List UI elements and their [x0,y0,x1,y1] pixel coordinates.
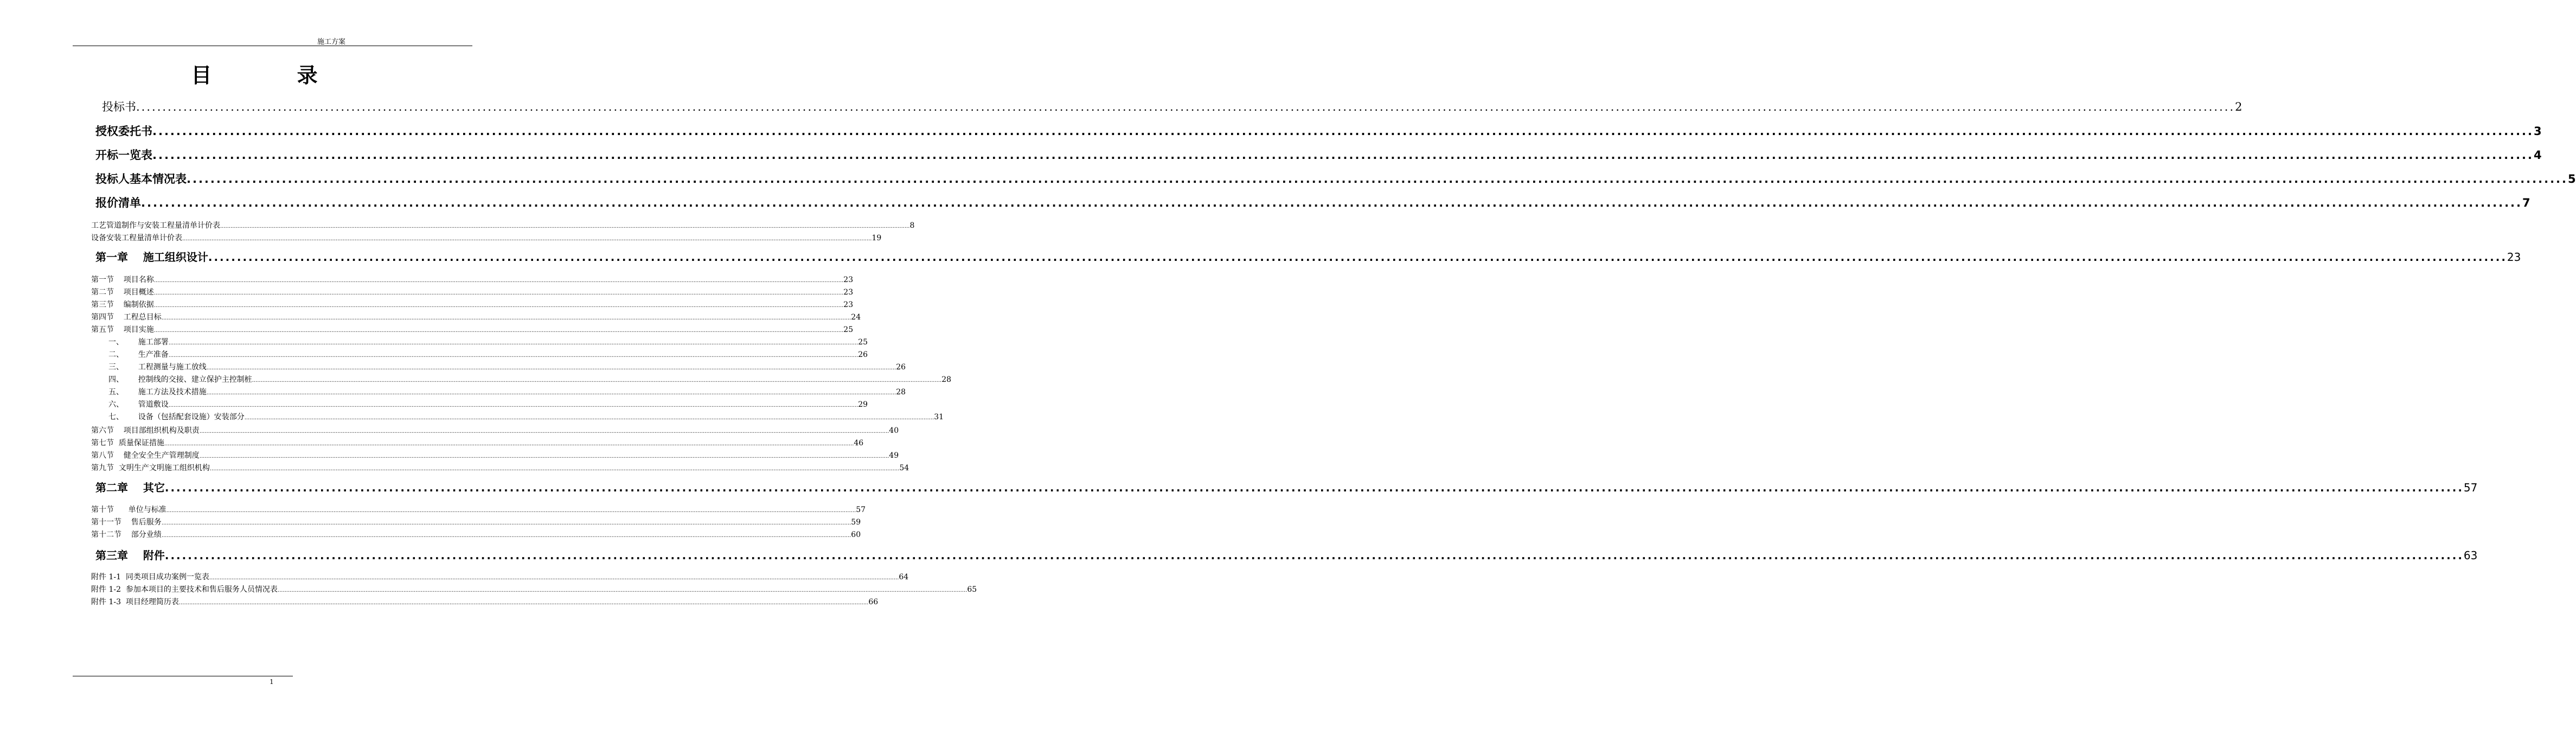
toc-entry[interactable] [95,123,2542,139]
toc-entry[interactable] [91,571,909,582]
running-header: 施工方案 [317,38,346,46]
toc-entry-page: 26 [896,363,906,372]
toc-entry[interactable] [91,220,915,231]
toc-entry[interactable] [95,547,2478,563]
toc-entry-label: 第十二节 部分业绩 [91,530,162,539]
toc-entry[interactable] [95,170,2576,187]
toc-entry-label: 第十一节 售后服务 [91,518,162,527]
dot-leader: ................................................................................................................................................................................................................................................................................................................................................................................................................ [206,365,896,371]
toc-entry-label: 附件 1-2 参加本项目的主要技术和售后服务人员情况表 [91,585,278,594]
toc-entry-label: 投标书 [102,100,136,113]
toc-entry-label: 报价清单 [95,196,141,209]
dot-leader: ................................................................................................................................................................................................................................................................................................................................................................................................................ [182,236,872,242]
toc-entry[interactable] [91,286,854,297]
toc-entry-page: 57 [2463,481,2478,494]
toc-entry-page: 40 [889,426,899,435]
toc-entry[interactable] [102,98,2242,114]
dot-leader: ................................................................................................................................................................................................................................................................................................................................................................................................................ [187,172,2568,186]
toc-entry-label: 第十节 单位与标准 [91,506,166,514]
toc-entry-label: 六、 管道敷设 [108,400,169,409]
toc-entry-page: 64 [899,573,909,581]
toc-entry[interactable] [91,504,866,515]
toc-entry-label: 第二章 其它 [95,481,165,494]
dot-leader: ................................................................................................................................................................................................................................................................................................................................................................................................................ [220,223,910,229]
toc-title: 目 录 [191,63,357,87]
dot-leader: ................................................................................................................................................................................................................................................................................................................................................................................................................ [252,378,942,383]
toc-entry[interactable] [91,596,879,607]
dot-leader: ................................................................................................................................................................................................................................................................................................................................................................................................................ [152,149,2534,162]
toc-entry-page: 60 [851,530,861,539]
dot-leader: ................................................................................................................................................................................................................................................................................................................................................................................................................ [209,466,900,472]
toc-entry[interactable] [91,274,854,285]
dot-leader: ................................................................................................................................................................................................................................................................................................................................................................................................................ [153,290,844,296]
toc-entry-label: 第三章 附件 [95,549,165,562]
toc-entry[interactable] [95,146,2542,163]
dot-leader: ................................................................................................................................................................................................................................................................................................................................................................................................................ [164,549,2464,562]
toc-entry[interactable] [108,374,952,385]
toc-entry-label: 工艺管道制作与安装工程量清单计价表 [91,221,220,230]
toc-entry-page: 23 [843,276,854,284]
toc-entry-label: 开标一览表 [95,149,152,162]
toc-entry-page: 19 [872,234,882,242]
toc-entry-page: 23 [2507,251,2521,264]
toc-entry-page: 23 [843,300,854,309]
toc-entry[interactable] [108,361,906,372]
dot-leader: ................................................................................................................................................................................................................................................................................................................................................................................................................ [153,328,844,334]
toc-entry-page: 29 [858,400,868,409]
toc-entry[interactable] [91,299,854,310]
toc-entry[interactable] [91,324,854,335]
dot-leader: ................................................................................................................................................................................................................................................................................................................................................................................................................ [164,441,854,447]
toc-entry[interactable] [108,411,944,422]
toc-entry-label: 第四节 工程总目标 [91,313,162,322]
toc-entry-page: 8 [909,221,915,230]
toc-entry-label: 附件 1-3 项目经理简历表 [91,598,179,606]
toc-entry[interactable] [95,194,2530,210]
toc-entry[interactable] [95,479,2478,495]
dot-leader: ................................................................................................................................................................................................................................................................................................................................................................................................................ [136,100,2235,113]
dot-leader: ................................................................................................................................................................................................................................................................................................................................................................................................................ [199,429,889,434]
dot-leader: ................................................................................................................................................................................................................................................................................................................................................................................................................ [199,453,889,459]
dot-leader: ................................................................................................................................................................................................................................................................................................................................................................................................................ [141,196,2523,209]
toc-entry-label: 第七节 质量保证措施 [91,439,164,447]
toc-entry-page: 54 [899,464,909,472]
toc-entry[interactable] [108,386,906,397]
page-number: 1 [270,678,274,686]
toc-entry-page: 66 [868,598,879,606]
dot-leader: ................................................................................................................................................................................................................................................................................................................................................................................................................ [208,251,2507,264]
toc-entry-page: 46 [854,439,864,447]
toc-entry[interactable] [108,399,868,410]
dot-leader: ................................................................................................................................................................................................................................................................................................................................................................................................................ [277,587,967,593]
toc-entry-page: 24 [851,313,861,322]
toc-entry[interactable] [91,425,899,436]
toc-entry-page: 25 [843,325,854,334]
dot-leader: ................................................................................................................................................................................................................................................................................................................................................................................................................ [164,481,2464,494]
toc-entry-page: 28 [941,375,952,384]
toc-entry-label: 三、 工程测量与施工放线 [108,363,207,372]
toc-entry-page: 59 [851,518,861,527]
toc-entry[interactable] [95,248,2521,265]
toc-entry-page: 5 [2568,172,2576,186]
toc-entry-label: 第六节 项目部组织机构及职责 [91,426,200,435]
dot-leader: ................................................................................................................................................................................................................................................................................................................................................................................................................ [168,353,858,359]
toc-entry-label: 第三节 编制依据 [91,300,154,309]
toc-entry-label: 二、 生产准备 [108,350,169,359]
dot-leader: ................................................................................................................................................................................................................................................................................................................................................................................................................ [206,390,896,396]
toc-entry[interactable] [91,516,861,527]
toc-entry-label: 附件 1-1 同类项目成功案例一览表 [91,573,209,581]
dot-leader: ................................................................................................................................................................................................................................................................................................................................................................................................................ [161,533,851,539]
dot-leader: ................................................................................................................................................................................................................................................................................................................................................................................................................ [244,415,934,421]
dot-leader: ................................................................................................................................................................................................................................................................................................................................................................................................................ [209,575,899,581]
dot-leader: ................................................................................................................................................................................................................................................................................................................................................................................................................ [161,315,851,321]
toc-entry-page: 28 [896,388,906,397]
toc-entry-label: 第九节 文明生产文明施工组织机构 [91,464,210,472]
toc-entry-page: 7 [2522,196,2530,209]
toc-entry-label: 四、 控制线的交接、建立保护主控制桩 [108,375,252,384]
dot-leader: ................................................................................................................................................................................................................................................................................................................................................................................................................ [178,600,869,606]
toc-entry-label: 第一章 施工组织设计 [95,251,208,264]
toc-entry-label: 设备安装工程量清单计价表 [91,234,182,242]
toc-entry[interactable] [91,462,909,473]
toc-entry-page: 4 [2534,149,2542,162]
toc-entry-label: 第八节 健全安全生产管理制度 [91,451,200,460]
toc-entry-label: 第一节 项目名称 [91,276,154,284]
toc-entry-label: 投标人基本情况表 [95,172,187,186]
toc-entry[interactable] [108,336,868,347]
toc-entry-label: 五、 施工方法及技术措施 [108,388,207,397]
dot-leader: ................................................................................................................................................................................................................................................................................................................................................................................................................ [168,340,858,346]
toc-entry-label: 一、 施工部署 [108,338,169,347]
toc-entry[interactable] [91,232,882,243]
toc-entry-page: 63 [2463,549,2478,562]
dot-leader: ................................................................................................................................................................................................................................................................................................................................................................................................................ [153,278,844,284]
toc-entry-page: 25 [858,338,868,347]
toc-entry-page: 2 [2235,100,2242,113]
toc-entry[interactable] [91,437,864,448]
toc-entry-label: 第二节 项目概述 [91,288,154,297]
toc-entry-label: 七、 设备（包括配套设施）安装部分 [108,413,245,421]
toc-entry[interactable] [91,311,861,322]
toc-entry[interactable] [91,529,861,540]
dot-leader: ................................................................................................................................................................................................................................................................................................................................................................................................................ [152,125,2534,138]
toc-entry-page: 65 [967,585,977,594]
toc-entry-page: 57 [856,506,866,514]
toc-entry[interactable] [91,584,977,594]
toc-entry-label: 授权委托书 [95,125,152,138]
toc-entry-page: 3 [2534,125,2542,138]
toc-entry-page: 26 [858,350,868,359]
toc-entry[interactable] [91,450,899,461]
toc-entry[interactable] [108,349,868,360]
dot-leader: ................................................................................................................................................................................................................................................................................................................................................................................................................ [153,303,844,309]
toc-entry-page: 23 [843,288,854,297]
toc-entry-page: 49 [889,451,899,460]
dot-leader: ................................................................................................................................................................................................................................................................................................................................................................................................................ [166,508,856,514]
toc-entry-label: 第五节 项目实施 [91,325,154,334]
toc-entry-page: 31 [934,413,944,421]
dot-leader: ................................................................................................................................................................................................................................................................................................................................................................................................................ [168,402,858,408]
dot-leader: ................................................................................................................................................................................................................................................................................................................................................................................................................ [161,520,851,526]
